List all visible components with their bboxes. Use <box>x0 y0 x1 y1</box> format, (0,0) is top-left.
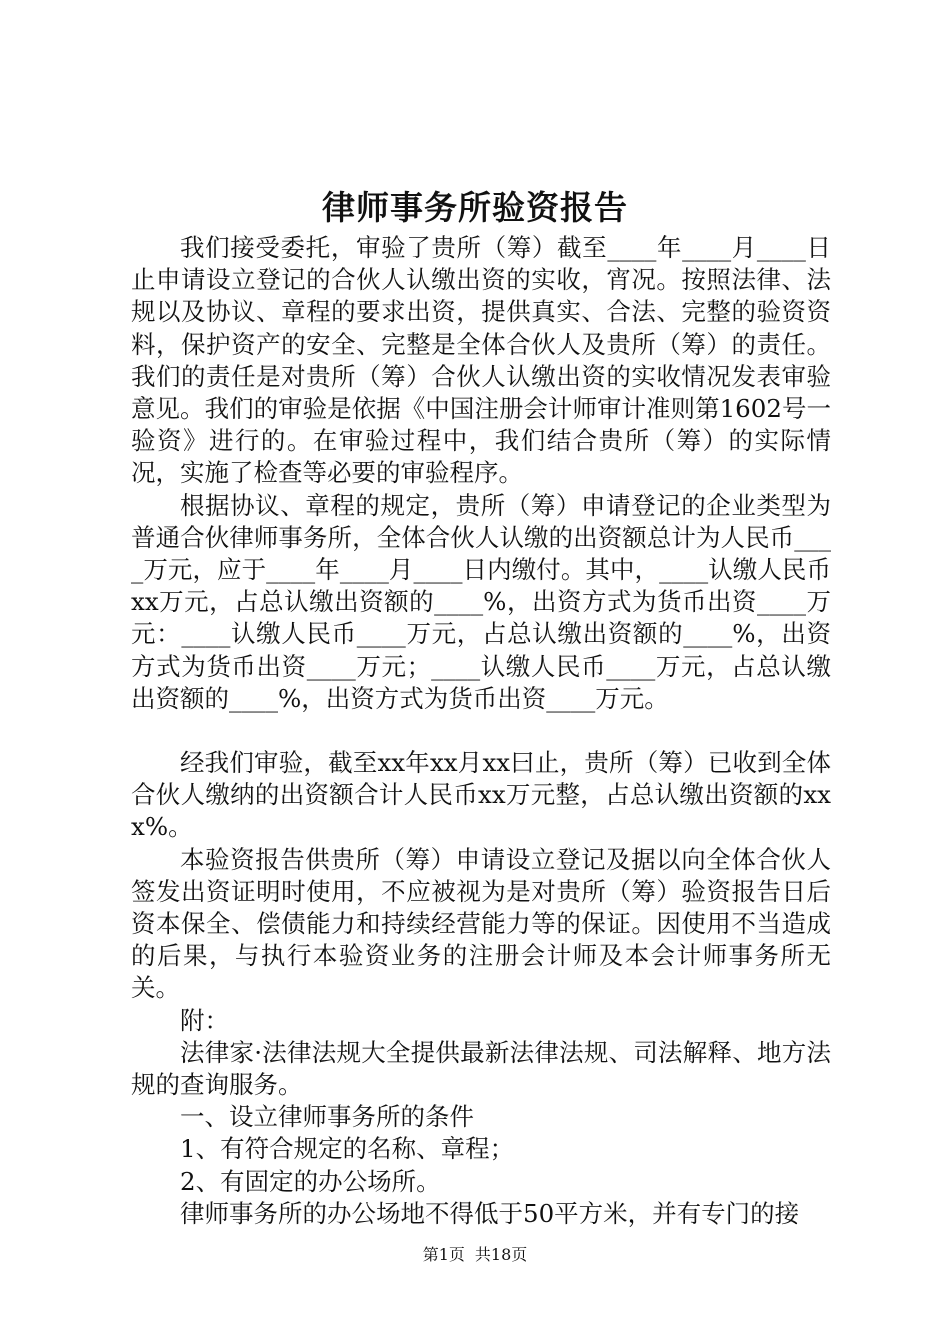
section-heading-conditions: 一、设立律师事务所的条件 <box>180 1102 474 1132</box>
document-body <box>131 232 831 1230</box>
paragraph-usage-disclaimer: 本验资报告供贵所（筹）申请设立登记及据以向全体合伙人签发出资证明时使用，不应被视为是对贵所（筹）验资报告日后资本保全、偿债能力和持续经营能力等的保证。因使用不当造成的后果，与执行本验资业务的注册会计师及本会计师事务所无关。 <box>131 844 831 1003</box>
paragraph-appendix-label: 附： <box>180 1005 229 1035</box>
paragraph-verification-result: 经我们审验，截至xx年xx月xx曰止，贵所（筹）已收到全体合伙人缴纳的出资额合计人民币xx万元整，占总认缴出资额的xxx%。 <box>131 748 831 842</box>
paragraph-spacer <box>131 715 831 747</box>
page-total: 共18页 <box>474 1245 528 1264</box>
list-item-office: 2、有固定的办公场所。 <box>180 1166 441 1196</box>
paragraph-appendix-intro: 法律家·法律法规大全提供最新法律法规、司法解释、地方法规的查询服务。 <box>131 1037 831 1100</box>
paragraph-capital-terms: 根据协议、章程的规定，贵所（筹）申请登记的企业类型为普通合伙律师事务所，全体合伙人认缴的出资额总计为人民币____万元，应于____年____月____日内缴付。其中，____认缴人民币xx万元，占总认缴出资额的____%，出资方式为货币出资____万元：____认缴人民币____万元，占总认缴出资额的____%，出资方式为货币出资____万元；____认缴人民币____万元，占总认缴出资额的____%，出资方式为货币出资____万元。 <box>131 490 831 713</box>
paragraph-office-area: 律师事务所的办公场地不得低于50平方米，并有专门的接 <box>180 1198 800 1228</box>
list-item-name-charter: 1、有符合规定的名称、章程； <box>180 1134 515 1164</box>
document-title: 律师事务所验资报告 <box>322 188 628 227</box>
page-number: 第1页 <box>422 1245 465 1264</box>
page-footer <box>0 1244 950 1266</box>
paragraph-engagement: 我们接受委托，审验了贵所（筹）截至____年____月____日止申请设立登记的合伙人认缴出资的实收，宵况。按照法律、法规以及协议、章程的要求出资，提供真实、合法、完整的验资资料，保护资产的安全、完整是全体合伙人及贵所（筹）的责任。我们的责任是对贵所（筹）合伙人认缴出资的实收情况发表审验意见。我们的审验是依据《中国注册会计师审计准则第1602号一验资》进行的。在审验过程中，我们结合贵所（筹）的实际情况，实施了检查等必要的审验程序。 <box>131 233 831 488</box>
